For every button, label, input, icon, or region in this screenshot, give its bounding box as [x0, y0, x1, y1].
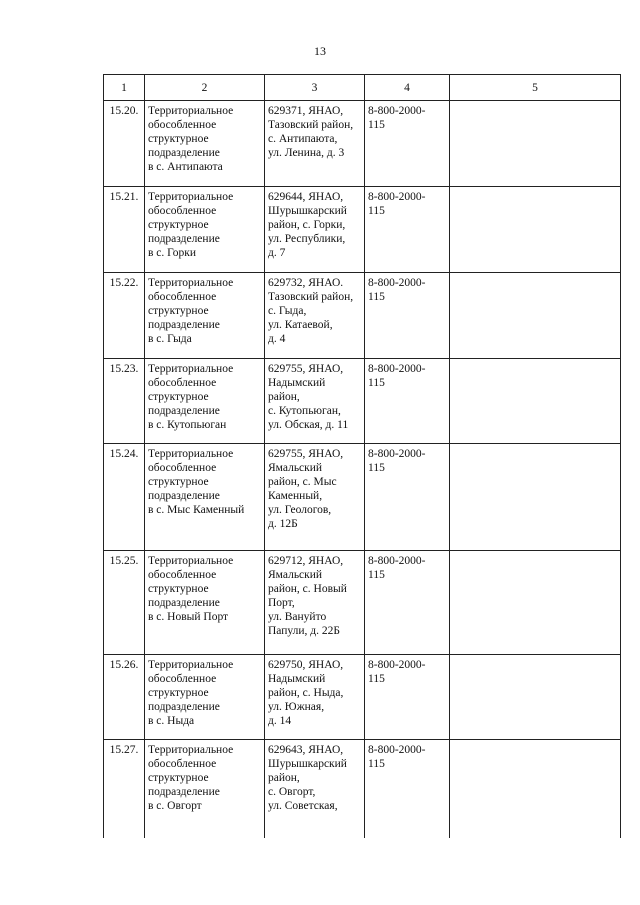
subdivision-address-line: ул. Южная, [268, 701, 325, 713]
subdivision-phone-line: 115 [368, 462, 385, 474]
table-row [104, 551, 621, 655]
subdivision-phone-line: 8-800-2000- [368, 744, 426, 756]
subdivision-address [265, 359, 365, 444]
subdivision-name-line: структурное [148, 305, 209, 317]
subdivision-name-line: обособленное [148, 569, 217, 581]
subdivision-address-line: ул. Ленина, д. 3 [268, 147, 345, 159]
subdivision-name [145, 655, 265, 740]
subdivision-address-line: д. 4 [268, 333, 286, 345]
subdivision-address-line: 629643, ЯНАО, [268, 744, 344, 756]
subdivision-phone-line: 8-800-2000- [368, 277, 426, 289]
subdivision-address-line: район, [268, 391, 300, 403]
subdivision-name-line: Территориальное [148, 659, 234, 671]
subdivision-address-line: Надымский [268, 673, 326, 685]
note-cell [450, 187, 621, 273]
subdivision-address-line: район, с. Горки, [268, 219, 346, 231]
subdivision-name-line: подразделение [148, 490, 220, 502]
subdivision-address-line: ул. Вануйто [268, 611, 327, 623]
note-cell [450, 359, 621, 444]
subdivision-address-line: с. Гыда, [268, 305, 307, 317]
subdivision-name-line: структурное [148, 133, 209, 145]
subdivision-name-line: Территориальное [148, 744, 234, 756]
subdivision-address-line: д. 12Б [268, 518, 298, 530]
row-number: 15.22. [104, 273, 145, 359]
subdivision-name-line: обособленное [148, 673, 217, 685]
subdivision-name [145, 444, 265, 551]
table-row [104, 655, 621, 740]
subdivision-address [265, 187, 365, 273]
subdivision-address-line: Порт, [268, 597, 295, 609]
subdivision-name [145, 187, 265, 273]
subdivision-phone-line: 115 [368, 758, 385, 770]
subdivision-name-line: Территориальное [148, 448, 234, 460]
subdivision-address-line: Каменный, [268, 490, 323, 502]
note-cell [450, 655, 621, 740]
page-number: 13 [314, 44, 326, 58]
subdivision-phone [365, 187, 450, 273]
subdivision-address-line: 629750, ЯНАО, [268, 659, 344, 671]
table-row [104, 740, 621, 839]
row-number: 15.26. [104, 655, 145, 740]
subdivision-address-line: с. Овгорт, [268, 786, 316, 798]
subdivision-name [145, 740, 265, 839]
subdivision-name-line: обособленное [148, 119, 217, 131]
subdivision-name-line: Территориальное [148, 363, 234, 375]
subdivision-name-line: обособленное [148, 462, 217, 474]
subdivision-address-line: Тазовский район, [268, 291, 354, 303]
note-cell [450, 740, 621, 839]
header-row [104, 75, 621, 101]
subdivision-phone [365, 740, 450, 839]
row-number: 15.23. [104, 359, 145, 444]
subdivision-name-line: в с. Антипаюта [148, 161, 223, 173]
table-body [104, 101, 621, 839]
subdivision-name-line: в с. Ныда [148, 715, 195, 727]
subdivision-name-line: обособленное [148, 291, 217, 303]
subdivision-address-line: 629755, ЯНАО, [268, 363, 344, 375]
subdivision-address-line: Шурышкарский [268, 758, 347, 770]
subdivision-name-line: в с. Мыс Каменный [148, 504, 245, 516]
subdivision-name-line: подразделение [148, 701, 220, 713]
subdivision-phone-line: 115 [368, 291, 385, 303]
header-col-3: 3 [265, 75, 365, 101]
subdivision-address-line: ул. Катаевой, [268, 319, 333, 331]
subdivision-name [145, 551, 265, 655]
subdivision-phone-line: 8-800-2000- [368, 448, 426, 460]
note-cell [450, 551, 621, 655]
subdivision-address-line: район, с. Ныда, [268, 687, 344, 699]
subdivision-phone-line: 8-800-2000- [368, 363, 426, 375]
subdivision-phone [365, 359, 450, 444]
note-cell [450, 273, 621, 359]
subdivision-address-line: Шурышкарский [268, 205, 347, 217]
subdivision-phone-line: 115 [368, 377, 385, 389]
subdivision-address-line: Тазовский район, [268, 119, 354, 131]
subdivision-address-line: район, с. Новый [268, 583, 347, 595]
subdivision-name-line: структурное [148, 391, 209, 403]
header-col-2: 2 [145, 75, 265, 101]
subdivision-name-line: структурное [148, 583, 209, 595]
subdivision-name-line: структурное [148, 219, 209, 231]
header-col-1: 1 [104, 75, 145, 101]
registry-table [103, 74, 621, 838]
subdivision-address-line: Надымский [268, 377, 326, 389]
subdivision-address [265, 273, 365, 359]
note-cell [450, 444, 621, 551]
table-row [104, 187, 621, 273]
subdivision-phone [365, 273, 450, 359]
subdivision-address-line: с. Кутопьюган, [268, 405, 341, 417]
subdivision-name-line: в с. Кутопьюган [148, 419, 227, 431]
subdivision-phone [365, 655, 450, 740]
subdivision-name-line: структурное [148, 687, 209, 699]
subdivision-phone-line: 8-800-2000- [368, 659, 426, 671]
subdivision-name-line: структурное [148, 476, 209, 488]
subdivision-address-line: Ямальский [268, 462, 323, 474]
subdivision-name-line: обособленное [148, 758, 217, 770]
subdivision-name-line: подразделение [148, 786, 220, 798]
subdivision-phone-line: 115 [368, 673, 385, 685]
subdivision-address-line: д. 7 [268, 247, 286, 259]
subdivision-address-line: с. Антипаюта, [268, 133, 338, 145]
subdivision-phone [365, 444, 450, 551]
subdivision-address-line: 629732, ЯНАО. [268, 277, 344, 289]
subdivision-name-line: подразделение [148, 319, 220, 331]
subdivision-address-line: Ямальский [268, 569, 323, 581]
table-row [104, 101, 621, 187]
subdivision-address-line: ул. Обская, д. 11 [268, 419, 349, 431]
subdivision-phone-line: 115 [368, 119, 385, 131]
subdivision-address-line: ул. Республики, [268, 233, 346, 245]
subdivision-name-line: Территориальное [148, 105, 234, 117]
table-row [104, 273, 621, 359]
table-row [104, 359, 621, 444]
note-cell [450, 101, 621, 187]
header-col-4: 4 [365, 75, 450, 101]
subdivision-address [265, 444, 365, 551]
subdivision-name-line: в с. Гыда [148, 333, 192, 345]
subdivision-address [265, 740, 365, 839]
subdivision-name-line: Территориальное [148, 277, 234, 289]
subdivision-address [265, 101, 365, 187]
row-number: 15.25. [104, 551, 145, 655]
subdivision-address-line: ул. Геологов, [268, 504, 332, 516]
subdivision-address-line: ул. Советская, [268, 800, 338, 812]
subdivision-name [145, 101, 265, 187]
subdivision-name-line: в с. Новый Порт [148, 611, 229, 623]
subdivision-name-line: в с. Горки [148, 247, 197, 259]
subdivision-address-line: Папули, д. 22Б [268, 625, 341, 637]
subdivision-phone-line: 8-800-2000- [368, 555, 426, 567]
subdivision-name-line: подразделение [148, 597, 220, 609]
subdivision-name-line: подразделение [148, 233, 220, 245]
row-number: 15.24. [104, 444, 145, 551]
subdivision-address-line: район, с. Мыс [268, 476, 337, 488]
subdivision-phone-line: 115 [368, 205, 385, 217]
subdivision-name-line: Территориальное [148, 555, 234, 567]
subdivision-name-line: в с. Овгорт [148, 800, 202, 812]
subdivision-name-line: подразделение [148, 147, 220, 159]
subdivision-name-line: Территориальное [148, 191, 234, 203]
header-col-5: 5 [450, 75, 621, 101]
subdivision-phone-line: 115 [368, 569, 385, 581]
subdivision-address-line: 629644, ЯНАО, [268, 191, 344, 203]
subdivision-address [265, 655, 365, 740]
row-number: 15.20. [104, 101, 145, 187]
subdivision-address-line: 629755, ЯНАО, [268, 448, 344, 460]
subdivision-phone [365, 101, 450, 187]
subdivision-address [265, 551, 365, 655]
subdivision-name-line: обособленное [148, 205, 217, 217]
subdivision-name-line: структурное [148, 772, 209, 784]
subdivision-address-line: 629712, ЯНАО, [268, 555, 344, 567]
subdivision-address-line: 629371, ЯНАО, [268, 105, 344, 117]
subdivision-phone-line: 8-800-2000- [368, 105, 426, 117]
subdivision-name [145, 359, 265, 444]
row-number: 15.21. [104, 187, 145, 273]
subdivision-address-line: район, [268, 772, 300, 784]
row-number: 15.27. [104, 740, 145, 839]
subdivision-name-line: обособленное [148, 377, 217, 389]
subdivision-name [145, 273, 265, 359]
subdivision-name-line: подразделение [148, 405, 220, 417]
subdivision-phone-line: 8-800-2000- [368, 191, 426, 203]
subdivision-phone [365, 551, 450, 655]
table-row [104, 444, 621, 551]
subdivision-address-line: д. 14 [268, 715, 292, 727]
